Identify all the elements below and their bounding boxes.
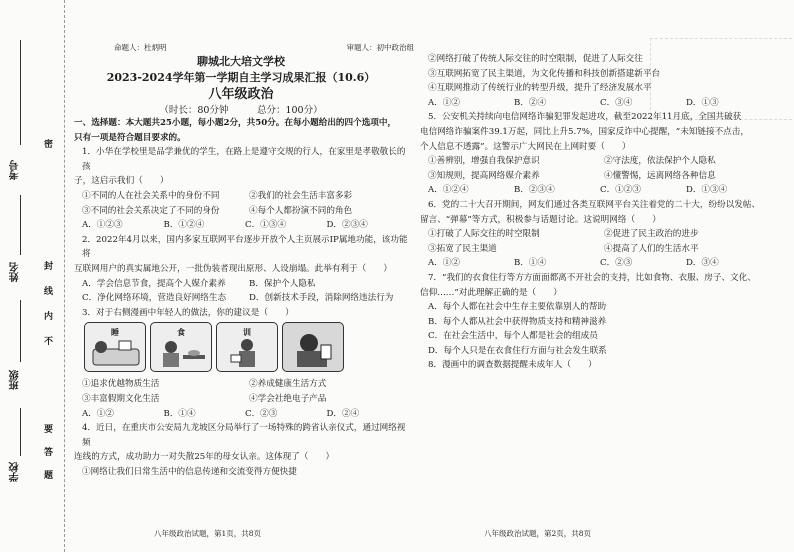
q5-option-b[interactable]: B．②③④ bbox=[514, 185, 555, 196]
q1-option-b[interactable]: B．①②④ bbox=[163, 220, 205, 231]
comic-panel-eat: 食 bbox=[150, 322, 212, 372]
q4-option-d[interactable]: D．①③ bbox=[686, 97, 719, 108]
q1-options bbox=[74, 218, 408, 233]
section1-title-line2: 只有一项是符合题目要求的。 bbox=[74, 132, 186, 143]
question-6: 6．党的二十大召开期间，网友们通过各类互联网平台关注着党的二十大，纷纷以发帖、 留言、“弹幕”等方式，积极参与话题讨论。这说明网络（ ） ①打破了人际交往的时空限制 ②促进了民主政治的进步 ③拓宽了民主渠道 ④提高了人们的生活水平 A．①② B．①④ C．②③ D．③④ bbox=[420, 198, 772, 271]
q5-option-a[interactable]: A．①②④ bbox=[428, 185, 469, 196]
reviewer: 审题人：初中政治组 bbox=[346, 43, 414, 52]
name-line bbox=[20, 195, 21, 255]
q6-options bbox=[420, 256, 772, 271]
q5-option-c[interactable]: C．①②③ bbox=[600, 185, 641, 196]
exam-number-line bbox=[20, 40, 21, 145]
q4-option-c[interactable]: C．③④ bbox=[600, 97, 633, 108]
setter-info bbox=[114, 42, 414, 53]
q7-option-d[interactable]: D．每个人只是在衣食住行方面与社会发生联系 bbox=[428, 345, 607, 356]
footer-page-1: 八年级政治试题，第1页，共8页 bbox=[154, 529, 262, 538]
q3-option-b[interactable]: B．①④ bbox=[163, 408, 196, 419]
school-line bbox=[20, 408, 21, 456]
q3-option-a[interactable]: A．①② bbox=[82, 408, 114, 419]
footer-page-2: 八年级政治试题，第2页，共8页 bbox=[484, 529, 592, 538]
right-content bbox=[420, 52, 772, 373]
school-label: 学校 bbox=[10, 462, 21, 482]
school-name: 聊城北大培文学校 bbox=[197, 55, 285, 68]
q3-option-d[interactable]: D．②④ bbox=[326, 408, 360, 419]
binding-strip bbox=[0, 0, 65, 552]
q2-option-b[interactable]: B．保护个人隐私 bbox=[249, 278, 316, 289]
question-4-continued: ②网络打破了传统人际交往的时空限制，促进了人际交往 ③互联网拓宽了民主渠道，为文化传播和科技创新搭建新平台 ④互联网推动了传统行业的转型升级，提升了经济发展水平 A．①② B．②④ C．③④ D．①③ bbox=[420, 52, 772, 110]
class-line bbox=[20, 300, 21, 362]
name-label: 姓名 bbox=[10, 262, 21, 282]
seal-text-middle: 封 线 内 不 bbox=[44, 262, 54, 347]
setter: 命题人：杜炳明 bbox=[114, 43, 167, 52]
exam-term: 2023-2024学年第一学期自主学习成果汇报（10.6） bbox=[106, 71, 376, 84]
exam-subject: 八年级政治 bbox=[208, 87, 274, 102]
question-5: 5．公安机关持续向电信网络诈骗犯罪发起进攻，截至2022年11月底，全国共破获 电信网络诈骗案件39.1万起，同比上升5.7%，国家反诈中心提醒，“未知链接不点击， 个人信息不透露”。这警示广大网民在上网时要（ ） ①善辨别，增强自我保护意识 ②守法度，依法保护个人隐私 ③知规则，提高网络媒介素养 ④懂警惕，远离网络各种信息 A．①②④ B．②③④ C．①②③ D．①③④ bbox=[420, 110, 772, 198]
q2-option-d[interactable]: D．创新技术手段，消除网络违法行为 bbox=[249, 293, 394, 304]
comic-panel-sleep: 睡 bbox=[84, 322, 146, 372]
q3-option-c[interactable]: C．②③ bbox=[245, 408, 278, 419]
exam-header bbox=[74, 54, 408, 118]
q2-option-c[interactable]: C．净化网络环境，营造良好网络生态 bbox=[82, 293, 227, 304]
q5-options bbox=[420, 183, 772, 198]
question-8: 8．漫画中的调查数据提醒未成年人（ ） bbox=[428, 360, 597, 371]
q7-option-a[interactable]: A．每个人都在社会中生存主要依靠别人的帮助 bbox=[428, 302, 607, 313]
q1-option-a[interactable]: A．①②③ bbox=[82, 220, 123, 231]
q1-option-c[interactable]: C．①③④ bbox=[245, 220, 286, 231]
q4-option-b[interactable]: B．②④ bbox=[514, 97, 547, 108]
q7-option-c[interactable]: C．在社会生活中，每个人都是社会的组成员 bbox=[428, 331, 598, 342]
q5-option-d[interactable]: D．①③④ bbox=[686, 185, 728, 196]
exam-number-label: 考号 bbox=[10, 160, 21, 180]
q6-option-a[interactable]: A．①② bbox=[428, 258, 460, 269]
q6-option-c[interactable]: C．②③ bbox=[600, 258, 633, 269]
exam-time: （时长：80分钟 总分：100分） bbox=[159, 105, 323, 116]
q3-options bbox=[74, 407, 408, 422]
comic-strip bbox=[74, 322, 408, 374]
question-7: 7．“我们的衣食住行等方方面面都离不开社会的支持，比如食物、衣服、房子、文化、 信仰……”对此理解正确的是（ ） A．每个人都在社会中生存主要依靠别人的帮助 B．每个人都从社会中获得物质支持和精神滋养 C．在社会生活中，每个人都是社会的组成员 D．每个人只是在衣食住行方面与社会发生联系 bbox=[420, 271, 772, 359]
question-2: 2．2022年4月以来，国内多家互联网平台逐步开放个人主页展示IP属地功能，该功能将 互联网用户的真实属地公开，一批伪装者现出原形、人设崩塌。此举有利于（ ） A．学会信息节食，提高个人媒介素养 B．保护个人隐私 C．净化网络环境，营造良好网络生态 D．创新技术手段，消除网络违法行为 bbox=[74, 233, 408, 306]
question-1: 1．小华在学校里是品学兼优的学生，在路上是遵守交规的行人，在家里是孝敬敬长的孩 子，这启示我们（ ） ①不同的人在社会关系中的身份不同 ②我们的社会生活丰富多彩 ③不同的社会关系决定了不同的身份 ④每个人都扮演不同的角色 A．①②③ B．①②④ C．①③④ D．②③④ bbox=[74, 145, 408, 233]
question-3: 3．对于右侧漫画中年轻人的做法，你的建议是（ ） 睡 食 训 ①追求优越物质生活 ②养成健康生活方式 ③丰富假期文化生活 ④学会社绝电子产品 A．①② B．①④ C．②③ D．②④ bbox=[74, 306, 408, 421]
q6-option-d[interactable]: D．③④ bbox=[686, 258, 719, 269]
comic-panel-phone bbox=[282, 322, 344, 372]
q2-option-a[interactable]: A．学会信息节食，提高个人媒介素养 bbox=[82, 278, 226, 289]
seal-text-top: 密 bbox=[44, 140, 54, 150]
q6-option-b[interactable]: B．①④ bbox=[514, 258, 547, 269]
seal-text-bottom: 要 答 题 bbox=[44, 425, 54, 481]
comic-panel-train: 训 bbox=[216, 322, 278, 372]
class-label: 班级 bbox=[10, 370, 21, 390]
question-4: 4．近日，在重庆市公安局九龙坡区分局举行了一场特殊的跨省认亲仪式，通过网络视频 连线的方式，成功助力一对失散25年的母女认亲。这体现了（ ） ①网络让我们日常生活中的信息传递和交流变得方便快捷 bbox=[74, 423, 406, 477]
section1-title: 一、选择题：本大题共25小题，每小题2分，共50分。在每小题给出的四个选项中， bbox=[74, 118, 397, 128]
left-content bbox=[74, 116, 408, 479]
q7-option-b[interactable]: B．每个人都从社会中获得物质支持和精神滋养 bbox=[428, 316, 607, 327]
q4-option-a[interactable]: A．①② bbox=[428, 97, 460, 108]
q1-option-d[interactable]: D．②③④ bbox=[326, 220, 368, 231]
q4-options bbox=[420, 96, 772, 111]
